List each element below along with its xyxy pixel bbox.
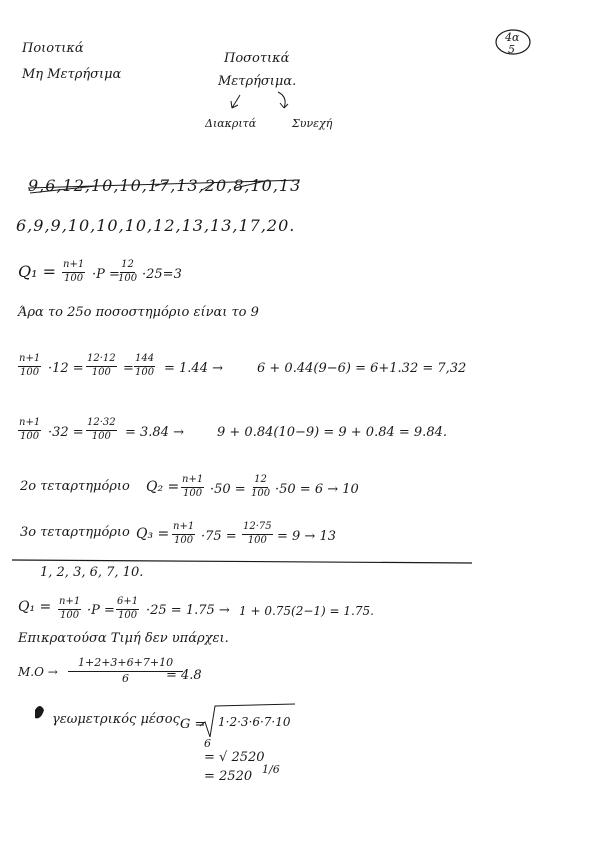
quartile2-b: ·50 = 6 → 10 (275, 482, 359, 497)
percentile-note: Άρα το 25ο ποσοστημόριο είναι το 9 (18, 305, 259, 320)
quartile3-b: = 9 → 13 (277, 529, 336, 544)
quartile2-fraction-1: $\frac{n+1}{100}$ (182, 474, 204, 499)
calc1-c: = 1.44 → (164, 361, 223, 376)
calc2-a: ·32 = (48, 425, 84, 440)
calc2-fraction-2: $\frac{12\cdot 32}{100}$ (87, 417, 116, 442)
quartile2-label: 2ο τεταρτημόριο (20, 479, 130, 494)
geometric-g3-exponent: 1/6 (262, 763, 280, 776)
second-q1-a: ·P = (87, 603, 115, 618)
q1-result: ·25=3 (142, 267, 182, 282)
geometric-mean-label: γεωμετρικός μέσος. (52, 712, 185, 727)
quartile3-fraction-2: $\frac{12\cdot 75}{100}$ (243, 521, 272, 546)
second-q1-fraction-1: $\frac{n+1}{100}$ (59, 596, 81, 621)
calc1-fraction-3: $\frac{144}{100}$ (135, 353, 155, 378)
qualitative-label: Ποιοτικά (22, 41, 84, 56)
quartile3-a: ·75 = (201, 529, 237, 544)
second-q1-b: ·25 = 1.75 → (146, 603, 230, 618)
q1-label: Q₁ = (18, 262, 57, 281)
discrete-label: Διακριτά (205, 117, 257, 130)
mean-fraction: $\frac{1+2+3+6+7+10}{6}$ (68, 657, 183, 684)
geometric-radicand: 1·2·3·6·7·10 (218, 715, 291, 729)
quartile2-fraction-2: $\frac{12}{100}$ (251, 474, 271, 499)
page-mark-top: 4α (505, 31, 520, 44)
second-q1-fraction-2: $\frac{6+1}{100}$ (117, 596, 139, 621)
calc1-a: ·12 = (48, 361, 84, 376)
bullet-scribble (35, 706, 44, 718)
geometric-g2: = √ 2520 (204, 750, 265, 765)
raw-data-line: 9,6,12,10,10,17,13,20,8,10,13 (28, 176, 302, 195)
quartile2-q: Q₂ = (146, 479, 180, 495)
section-divider (12, 560, 472, 563)
measurable-label: Μετρήσιμα. (218, 74, 297, 89)
mean-label: Μ.Ο → (18, 665, 58, 679)
second-q1-label: Q₁ = (18, 599, 52, 615)
quartile3-q: Q₃ = (136, 526, 170, 542)
continuous-arrow (278, 92, 288, 108)
calc1-fraction-1: $\frac{n+1}{100}$ (19, 353, 41, 378)
q1-fraction-1: $\frac{n+1}{100}$ (63, 259, 85, 284)
non-measurable-label: Μη Μετρήσιμα (22, 67, 122, 82)
quartile2-a: ·50 = (210, 482, 246, 497)
q1-fraction-2: $\frac{12}{100}$ (118, 259, 138, 284)
sorted-data-line: 6,9,9,10,10,10,12,13,13,17,20. (16, 216, 296, 235)
second-data-line: 1, 2, 3, 6, 7, 10. (40, 565, 144, 580)
quartile3-label: 3ο τεταρτημόριο (20, 525, 130, 540)
calc1-fraction-2: $\frac{12\cdot 12}{100}$ (87, 353, 116, 378)
discrete-arrow (231, 95, 240, 108)
continuous-label: Συνεχή (292, 117, 333, 130)
q1-mid: ·P = (92, 267, 120, 282)
geometric-root-index: 6 (204, 737, 211, 750)
mean-result: = 4.8 (166, 668, 202, 683)
mode-note: Επικρατούσα Τιμή δεν υπάρχει. (18, 631, 229, 646)
geometric-g3: = 2520 (204, 769, 253, 784)
quantitative-label: Ποσοτικά (224, 51, 290, 66)
geometric-g1: G = (180, 717, 206, 732)
quartile3-fraction-1: $\frac{n+1}{100}$ (173, 521, 195, 546)
calc1-d: 6 + 0.44(9−6) = 6+1.32 = 7,32 (257, 361, 467, 376)
calc2-c: = 3.84 → (125, 425, 184, 440)
page-mark-bottom: 5 (508, 43, 515, 56)
second-q1-c: 1 + 0.75(2−1) = 1.75. (239, 604, 374, 618)
calc1-b: = (123, 361, 134, 376)
calc2-d: 9 + 0.84(10−9) = 9 + 0.84 = 9.84. (217, 425, 447, 440)
calc2-fraction-1: $\frac{n+1}{100}$ (19, 417, 41, 442)
